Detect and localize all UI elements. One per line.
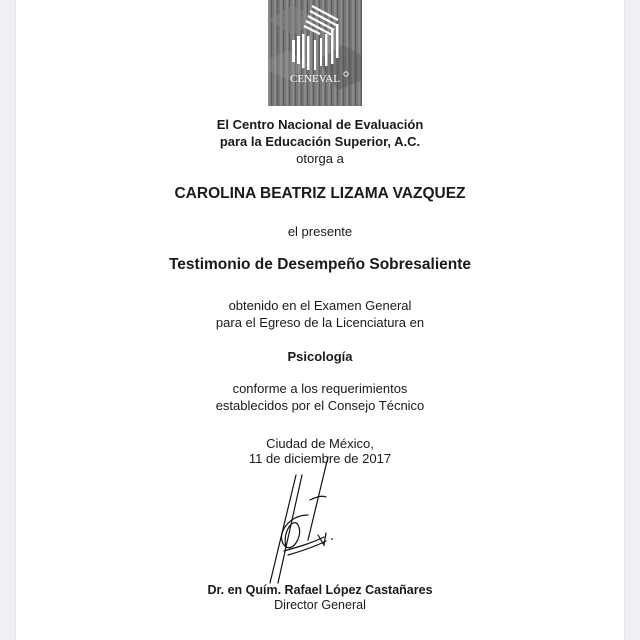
recipient-name: CAROLINA BEATRIZ LIZAMA VAZQUEZ [174,185,466,202]
exam-field: Psicología [287,349,353,364]
ceneval-cube-icon [268,0,362,106]
place: Ciudad de México, [266,436,374,451]
grants-text: otorga a [296,151,344,166]
award-intro: el presente [287,224,353,239]
exam-line-1: obtenido en el Examen General [228,298,412,313]
conformity-line-2: establecidos por el Consejo Técnico [215,398,425,413]
conformity-line-1: conforme a los requerimientos [232,381,408,396]
date: 11 de diciembre de 2017 [248,451,392,466]
issuer-line-1: El Centro Nacional de Evaluación [216,117,424,132]
issuer-line-2: para la Educación Superior, A.C. [219,134,421,149]
exam-line-2: para el Egreso de la Licenciatura en [215,315,425,330]
logo-label: CENEVAL [290,73,340,85]
certificate-page [16,0,624,640]
ceneval-logo [268,0,362,106]
signature-icon [248,455,368,590]
signatory-name: Dr. en Quím. Rafael López Castañares [207,583,433,597]
award-title: Testimonio de Desempeño Sobresaliente [168,256,472,273]
signatory-title: Director General [274,598,366,612]
